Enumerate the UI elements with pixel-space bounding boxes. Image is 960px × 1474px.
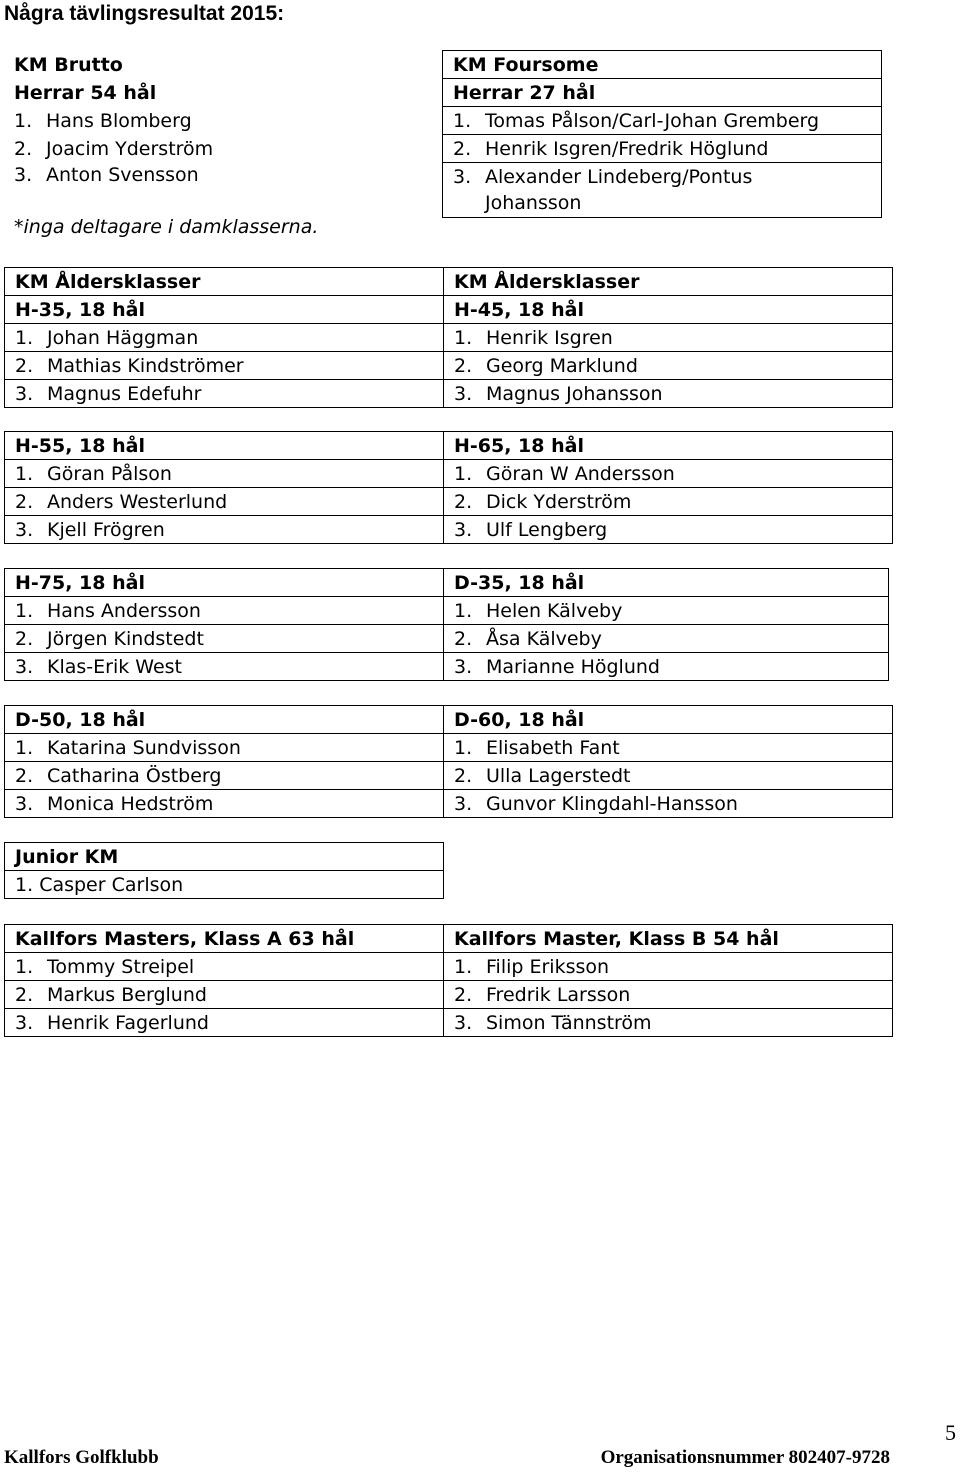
foursome-name: Tomas Pålson/Carl-Johan Gremberg <box>485 109 820 132</box>
h75-sub: H-75, 18 hål <box>5 569 444 597</box>
brutto-name: Anton Svensson <box>46 163 199 186</box>
table-row: 1. Hans Blomberg 1. Tomas Pålson/Carl-Johan Gremberg <box>4 107 882 135</box>
foursome-sub: Herrar 27 hål <box>443 79 882 107</box>
table-row: 3. Klas-Erik West 3. Marianne Höglund <box>5 653 889 681</box>
table-junior <box>4 842 444 899</box>
table-row: 3. Henrik Fagerlund 3. Simon Tännström <box>5 1009 893 1037</box>
d50-sub: D-50, 18 hål <box>5 706 444 734</box>
d35-sub: D-35, 18 hål <box>444 569 889 597</box>
brutto-name: Joacim Yderström <box>46 137 214 160</box>
table-row: 2. Markus Berglund 2. Fredrik Larsson <box>5 981 893 1009</box>
table-row: 2. Anders Westerlund 2. Dick Yderström <box>5 488 893 516</box>
table-row: 3. Anton Svensson 3. Alexander Lindeberg/Pontus Johansson <box>4 163 882 218</box>
table-brutto-foursome <box>4 50 882 218</box>
footer-org: Organisationsnummer 802407-9728 <box>600 1447 890 1468</box>
table-row: 2. Jörgen Kindstedt 2. Åsa Kälveby <box>5 625 889 653</box>
table-row: 3. Kjell Frögren 3. Ulf Lengberg <box>5 516 893 544</box>
foursome-title: KM Foursome <box>443 51 882 79</box>
brutto-note: *inga deltagare i damklasserna. <box>14 216 319 238</box>
page-title: Några tävlingsresultat 2015: <box>4 2 285 25</box>
h35-title: KM Åldersklasser <box>5 268 444 296</box>
foursome-name: Henrik Isgren/Fredrik Höglund <box>485 137 769 160</box>
masters-a-title: Kallfors Masters, Klass A 63 hål <box>5 925 444 953</box>
foursome-name: Alexander Lindeberg/Pontus <box>485 166 753 188</box>
table-row: 1. Tommy Streipel 1. Filip Eriksson <box>5 953 893 981</box>
table-row: 1. Johan Häggman 1. Henrik Isgren <box>5 324 893 352</box>
table-row: 2. Mathias Kindströmer 2. Georg Marklund <box>5 352 893 380</box>
h45-title: KM Åldersklasser <box>444 268 893 296</box>
d60-sub: D-60, 18 hål <box>444 706 893 734</box>
footer-club: Kallfors Golfklubb <box>4 1447 159 1468</box>
table-row: 2. Joacim Yderström 2. Henrik Isgren/Fredrik Höglund <box>4 135 882 163</box>
table-d50-d60 <box>4 705 893 818</box>
table-row: 1. Göran Pålson 1. Göran W Andersson <box>5 460 893 488</box>
page-number: 5 <box>945 1420 956 1445</box>
junior-title: Junior KM <box>5 843 444 871</box>
brutto-title: KM Brutto <box>14 53 123 76</box>
h65-sub: H-65, 18 hål <box>444 432 893 460</box>
table-row: 2. Catharina Östberg 2. Ulla Lagerstedt <box>5 762 893 790</box>
table-h55-h65 <box>4 431 893 544</box>
masters-b-title: Kallfors Master, Klass B 54 hål <box>444 925 893 953</box>
table-h75-d35 <box>4 568 889 681</box>
table-row: 1. Casper Carlson <box>5 871 444 899</box>
table-masters <box>4 924 893 1037</box>
table-aldersklasser <box>4 267 893 408</box>
brutto-name: Hans Blomberg <box>46 109 192 132</box>
table-row: 1. Katarina Sundvisson 1. Elisabeth Fant <box>5 734 893 762</box>
brutto-sub: Herrar 54 hål <box>14 81 157 104</box>
h55-sub: H-55, 18 hål <box>5 432 444 460</box>
h35-sub: H-35, 18 hål <box>5 296 444 324</box>
table-row: 3. Monica Hedström 3. Gunvor Klingdahl-Hansson <box>5 790 893 818</box>
h45-sub: H-45, 18 hål <box>444 296 893 324</box>
table-row: 1. Hans Andersson 1. Helen Kälveby <box>5 597 889 625</box>
foursome-name-cont: Johansson <box>485 192 582 214</box>
table-row: 3. Magnus Edefuhr 3. Magnus Johansson <box>5 380 893 408</box>
